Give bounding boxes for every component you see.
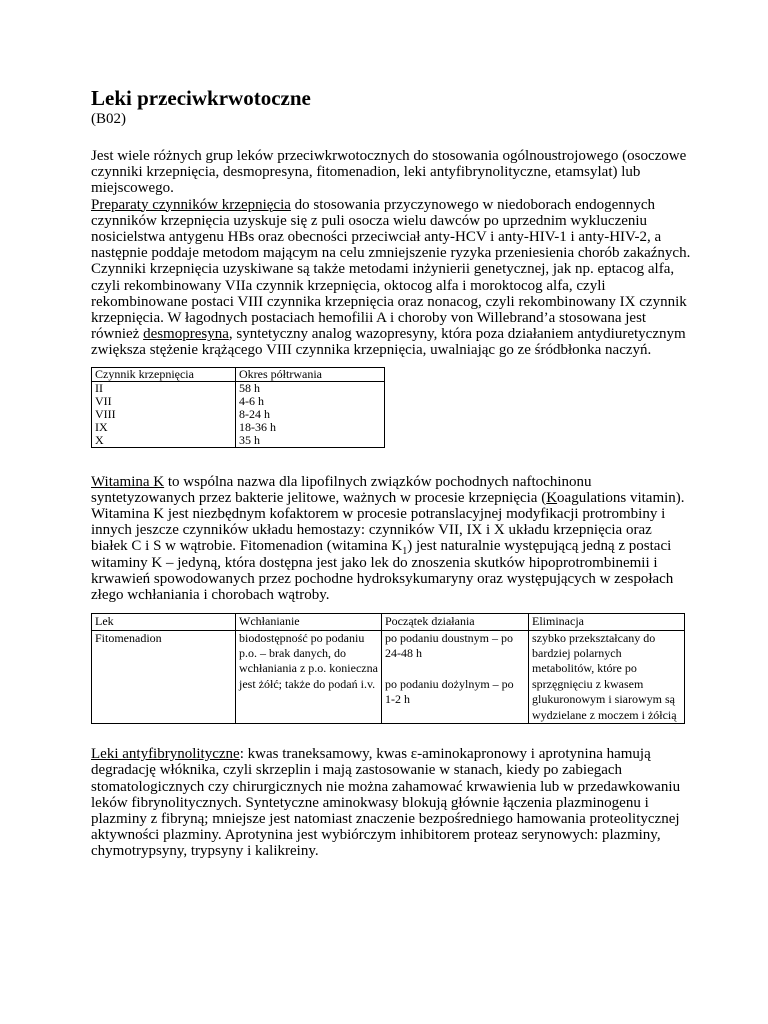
table-header-row (92, 367, 385, 381)
factor-cell: II (92, 381, 236, 395)
drug-name-cell: Fitomenadion (92, 630, 236, 723)
header-drug: Lek (92, 614, 236, 630)
factors-paragraph (91, 197, 691, 359)
table-row (92, 408, 385, 421)
header-halflife: Okres półtrwania (236, 367, 385, 381)
vitamin-k-text-1: to wspólna nazwa dla lipofilnych związków pochodnych naftochinonu syntetyzowanych przez bakterie jelitowe, ważnych w procesie krzepnięcia ( (91, 473, 592, 506)
vitamin-k-text-2: oagulations vitamin). Witamina K jest niezbędnym kofaktorem w procesie potranslacyjnej modyfikacji protrombiny i innych jeszcze czynników układu hemostazy: czynników VII, IX i X układu krzepnięcia oraz białek C i S w wątrobie. Fitomenadion (witamina K (91, 489, 685, 555)
page-title: Leki przeciwkrwotoczne (91, 86, 311, 110)
factor-cell: VIII (92, 408, 236, 421)
antifibrinolytic-text: : kwas traneksamowy, kwas ε-aminokapronowy i aprotynina hamują degradację włóknika, czyli skrzeplin i mają zastosowanie w stanach, kiedy po zabiegach stomatologicznych czy chirurgicznych nie można zahamować krwawienia lub w przedawkowaniu leków fibrynolitycznych. Syntetyczne aminokwasy blokują głównie łączenia plazminogenu i plazminy z fibryną; mniejsze jest natomiast znaczenie bezpośredniego hamowania proteolitycznej aktywności plazminy. Aprotynina jest wybiórczym inhibitorem proteaz serynowych: plazminy, chymotrypsyny, trypsyny i kalikreiny. (91, 746, 681, 860)
factor-cell: VII (92, 395, 236, 408)
desmopresyna-term: desmopresyna (143, 326, 229, 343)
table-row (92, 630, 685, 723)
subscript-1: 1 (402, 546, 408, 558)
table-row (92, 434, 385, 448)
vitamin-k-heading: Witamina K (91, 473, 165, 490)
header-elimination: Eliminacja (529, 614, 685, 630)
halflife-table (91, 367, 385, 448)
header-factor: Czynnik krzepnięcia (92, 367, 236, 381)
factors-text-1: do stosowania przyczynowego w niedoborach endogennych czynników krzepnięcia uzyskuje się z puli osocza wielu dawców po uprzednim wykluczeniu nosicielstwa antygenu HBs oraz obecności przeciwciał anty-HCV i anty-HIV-1 i anty-HIV-2, a następnie poddaje metodom mającym na celu zmniejszenie ryzyka przeniesienia chorób zakaźnych. Czynniki krzepnięcia uzyskiwane są także metodami inżynierii genetycznej, jak np. eptacog alfa, czyli rekombinowany VIIa czynnik krzepnięcia, oktocog alfa i moroktocog alfa, czyli rekombinowane postaci VIII czynnika krzepnięcia oraz nonacog, czyli rekombinowany IX czynnik krzepnięcia. W łagodnych postaciach hemofilii A i choroby von Willebrand’a stosowana jest również (91, 196, 691, 343)
halflife-cell: 4-6 h (236, 395, 385, 408)
vitamin-k-text-3: ) jest naturalnie występującą jedną z postaci witaminy K – jedyną, która dostępna jest jako lek do znoszenia skutków hipoprotrombinemii i krwawień spowodowanych przez pochodne hydroksykumaryny oraz występujących w zespołach złego wchłaniania i chorobach wątroby. (91, 538, 674, 604)
table-row (92, 395, 385, 408)
drug-table (91, 613, 685, 724)
vitamin-k-paragraph (91, 474, 691, 604)
intro-paragraph: Jest wiele różnych grup leków przeciwkrwotocznych do stosowania ogólnoustrojowego (osoczowe czynniki krzepnięcia, desmopresyna, fitomenadion, leki antyfibrynolityczne, etamsylat) lub miejscowego. (91, 148, 687, 197)
document-body (91, 86, 691, 860)
factors-heading: Preparaty czynników krzepnięcia (91, 196, 291, 213)
header-onset: Początek działania (382, 614, 529, 630)
table-header-row (92, 614, 685, 630)
halflife-cell: 8-24 h (236, 408, 385, 421)
elimination-cell: szybko przekształcany do bardziej polarnych metabolitów, które po sprzęgnięciu z kwasem glukuronowym i siarowym są wydzielane z moczem i żółcią (529, 630, 685, 723)
factor-cell: IX (92, 421, 236, 434)
table-row (92, 381, 385, 395)
onset-iv: po podaniu dożylnym – po 1-2 h (385, 676, 514, 707)
antifibrinolytic-paragraph (91, 746, 691, 859)
absorption-cell: biodostępność po podaniu p.o. – brak danych, do wchłaniania z p.o. konieczna jest żółć; także do podań i.v. (236, 630, 382, 723)
halflife-cell: 18-36 h (236, 421, 385, 434)
factor-cell: X (92, 434, 236, 448)
halflife-cell: 35 h (236, 434, 385, 448)
onset-cell (382, 630, 529, 723)
factors-text-2: , syntetyczny analog wazopresyny, która poza działaniem antydiuretycznym zwiększa stężenie krążącego VIII czynnika krzepnięcia, uwalniając go ze śródbłonka naczyń. (91, 326, 686, 359)
onset-oral: po podaniu doustnym – po 24-48 h (385, 630, 513, 661)
atc-code: (B02) (91, 111, 126, 127)
header-absorption: Wchłanianie (236, 614, 382, 630)
antifibrinolytic-heading: Leki antyfibrynolityczne (91, 746, 240, 763)
halflife-cell: 58 h (236, 381, 385, 395)
koagulations-k: K (546, 489, 558, 506)
table-row (92, 421, 385, 434)
